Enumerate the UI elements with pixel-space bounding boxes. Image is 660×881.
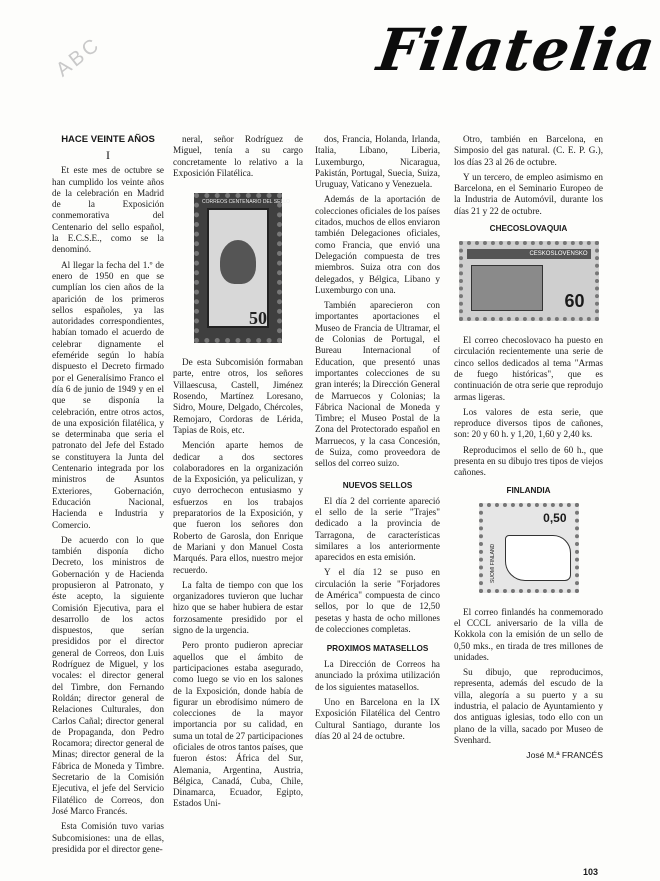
- section-mark: I: [106, 148, 110, 162]
- paragraph: De esta Subcomisión formaban parte, entre otros, los señores Villaescusa, Castell, Jiménez Rosendo, Martínez Loresano, Sidro, Moure, Delgado, Chércoles, Remojaro, Cordoras de Lérida, Tapias de Rois, etc.: [173, 357, 303, 435]
- paragraph: Los valores de esta serie, que reproduce diversos tipos de cañones, son: 20 y 60 h. y 1,20, 1,60 y 2,40 ks.: [454, 406, 603, 440]
- centenary-stamp-image: [194, 193, 290, 343]
- paragraph: El día 2 del corriente apareció el sello de la serie "Trajes" dedicado a la provincia de Tarragona, de características similares a los anteriormente aparecidos en esta emisión.: [315, 495, 440, 563]
- stamp-value: 50: [249, 307, 267, 328]
- paragraph: Y un tercero, de empleo asimismo en Barcelona, en el Seminario Europeo de la Industria de Automóvil, durante los días 21 y 22 de octubre.: [454, 171, 603, 216]
- paragraph: La Dirección de Correos ha anunciado la próxima utilización de los siguientes matasellos.: [315, 659, 440, 692]
- paragraph: El correo checoslovaco ha puesto en circulación recientemente una serie de cinco sellos dedicados al tema "Armas de fuego históricas", que es continuación de otra serie que reprodujo armas ligeras.: [454, 335, 603, 402]
- stamp-country-band: CESKOSLOVENSKO: [467, 249, 591, 259]
- paragraph: El correo finlandés ha conmemorado el CCCL aniversario de la villa de Kokkola con la emisión de un sello de 0,50 mks., en tirada de tres millones de unidades.: [454, 606, 603, 662]
- section-heading-proximos-matasellos: PROXIMOS MATASELLOS: [326, 644, 429, 654]
- paragraph: De acuerdo con lo que también disponía dicho Decreto, los ministros de Gobernación y de Hacienda propusieron al Patronato, y éste acepto, la siguiente Comisión Ejecutiva, para el desarrollo de los actos dispuestos, que serían presididos por el director general de Correos, don Luis Rodríguez de Miguel, y los vocales: el director general del Timbre, don Fernando Roldán; director general de Relaciones Culturales, don Carlos Cañal; director general de Propaganda, don Pedro Rocamora; director general de Minas; director general de la Fábrica de Moneda y Timbre. Secretario de la Comisión Ejecutiva, el jefe del Servicio Filatélico de Correos, don José Marco Francés.: [52, 534, 164, 816]
- section-heading-finlandia: FINLANDIA: [506, 485, 551, 495]
- paragraph: La falta de tiempo con que los organizadores tuvieron que luchar hizo que se haber hubiera de estar forzosamente presidido por el signo de la urgencia.: [173, 579, 303, 636]
- paragraph: Mención aparte hemos de dedicar a dos sectores colaboradores en la organización de la Exposición, ya peliculizan, y cuyo derrochecon entusiasmo y esfuerzos en los trabajos preparatorios de la Exposición, y que fueron los señores don Roberto de Garosla, don Enrique de Mariani y don Manuel Costa Marqués. Para ellos, nuestro mejor recuerdo.: [173, 440, 303, 575]
- paragraph: Esta Comisión tuvo varias Subcomisiones: una de ellas, presidida por el director gene-: [52, 821, 164, 854]
- stamp-country-text: SUOMI FINLAND: [489, 543, 496, 583]
- paragraph: Su dibujo, que reproducimos, representa, además del escudo de la villa, alegoría a su puerto y a su industria, el palacio de Ayuntamiento y dos antiguas iglesias, todo ello con un plano de la villa, sacado por Museo de Svenhard.: [454, 667, 603, 745]
- stamp-top-text: CORREOS CENTENARIO DEL SELLO: [202, 199, 290, 206]
- paragraph: Otro, también en Barcelona, en Simposio del gas natural. (C. E. P. G.), los días 23 al 26 de octubre.: [454, 134, 603, 167]
- section-heading-checoslovaquia: CHECOSLOVAQUIA: [489, 224, 568, 234]
- paragraph: Pero pronto pudieron apreciar aquellos que el ámbito de participaciones estaba asegurado, como luego se vio en los salones de la Exposición, donde había de figurar un ebrodísimo número de colecciones de la mayor importancia por su calidad, en suma un total de 27 participaciones oficiales de otros tantos países, que fueron éstos: África del Sur, Alemania, Argentina, Austria, Bélgica, Canadá, Cuba, Chile, Dinamarca, Ecuador, Egipto, Estados Uni-: [173, 640, 303, 809]
- paragraph: También aparecieron con importantes aportaciones el Museo de Francia de Ultramar, el de Colonias de Portugal, el Bureau Internacional of Education, que presentó unas importantes colecciones de su gran interés; la Dirección General de Marruecos y Colonias; la Fábrica Nacional de Moneda y Timbre; el Museo Postal de la Zona del Protectorado español en Marruecos, y la casa Concesión, de Suiza, como proveedora de sellos del correo suizo.: [315, 300, 440, 469]
- stamp-value: 60: [564, 290, 585, 311]
- section-heading-hace: HACE VEINTE AÑOS: [61, 134, 155, 145]
- paragraph: dos, Francia, Holanda, Irlanda, Italia, Líbano, Liberia, Luxemburgo, Nicaragua, Pakistán, Portugal, Suecia, Suiza, Uruguay, Vaticano y Venezuela.: [315, 134, 440, 190]
- paragraph: neral, señor Rodríguez de Miguel, tenía a su cargo concretamente lo relativo a la Exposición Filatélica.: [173, 134, 303, 178]
- page-title: Filatelia: [373, 16, 660, 84]
- town-map-illustration: [505, 535, 571, 581]
- paragraph: Además de la aportación de colecciones oficiales de los países citados, muchos de ellos enviaron también Delegaciones oficiales, como Francia, que envió una Delegación compuesta de tres miembros. Suiza otra con dos delegados, y Bélgica, Libano y Luxemburgo con una.: [315, 194, 441, 295]
- paragraph: Uno en Barcelona en la IX Exposición Filatélica del Centro Cultural Santiago, durante los días 20 al 24 de octubre.: [315, 697, 440, 741]
- column-4: [454, 134, 603, 766]
- section-heading-nuevos-sellos: NUEVOS SELLOS: [342, 480, 413, 490]
- paragraph: Y el día 12 se puso en circulación la serie "Forjadores de América" compuesta de cinco sellos, por lo que de 12,50 pesetas y hasta de ocho millones de colecciones completas.: [315, 567, 440, 634]
- watermark: ABC: [52, 33, 106, 82]
- czech-stamp-image: [459, 241, 599, 321]
- column-2: [173, 134, 303, 814]
- finnish-stamp-image: [479, 503, 579, 593]
- column-3: [315, 134, 440, 746]
- stamp-value: 0,50: [543, 510, 567, 525]
- paragraph: Et este mes de octubre se han cumplido los veinte años de la celebración en Madrid de la Exposición conmemorativa del Centenario del sello español, la E.C.S.E., como se la denominó.: [52, 165, 164, 255]
- page-number: 103: [582, 867, 598, 877]
- paragraph: Al llegar la fecha del 1.º de enero de 1950 en que se cumplían los cien años de la aparición de los primeros sellos españoles, ya las autoridades correspondientes, habían tomado el acuerdo de celebrar dignamente el efeméride según lo había dispuesto el Decreto firmado por el Generalísimo Franco el día 6 de junio de 1949 y en el que se disponía la celebración, entre otros actos, de una exposición filatélica, y se determinaba que seria el patronato del Jefe del Estado se constituyera la Junta del Centenario integrada por los ministros de Asuntos Exteriores, Gobernación, Educación Nacional, Hacienda e Industria y Comercio.: [52, 259, 164, 530]
- portrait-icon: [220, 240, 256, 284]
- column-1: [52, 134, 164, 859]
- author-signature: José M.ª FRANCÉS: [526, 750, 603, 761]
- paragraph: Reproducimos el sello de 60 h., que presenta en su dibujo tres tipos de viejos cañones.: [454, 444, 603, 478]
- cannon-illustration: [471, 265, 543, 311]
